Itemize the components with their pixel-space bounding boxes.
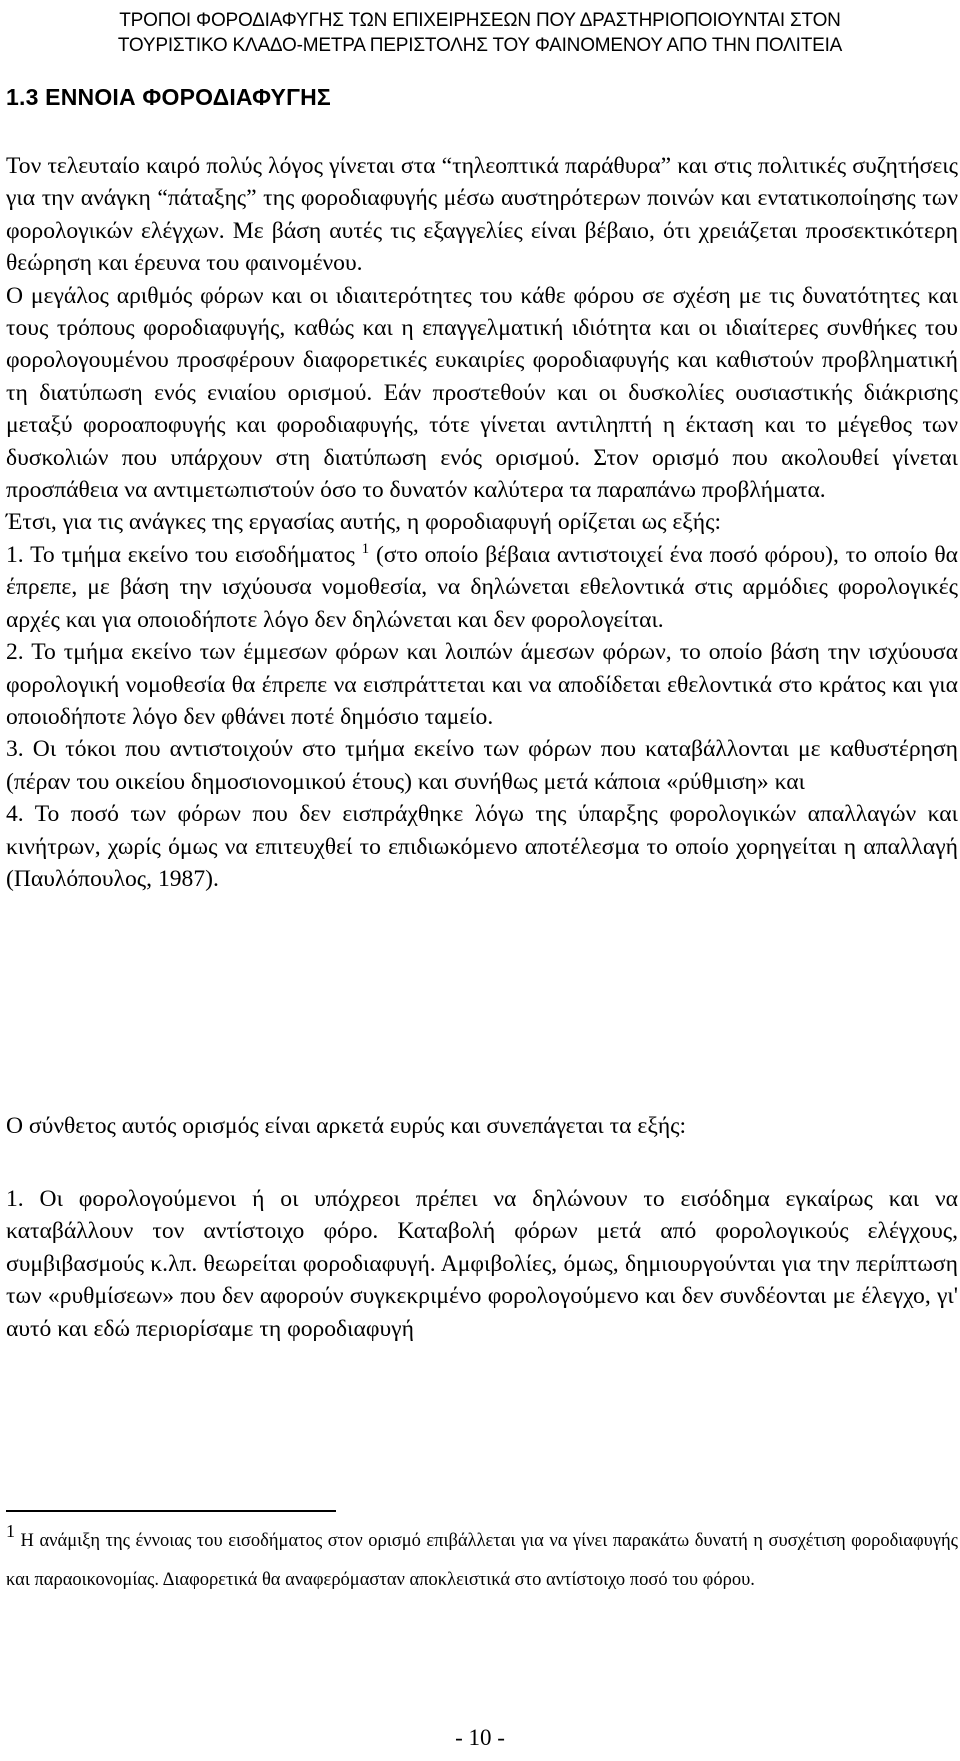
footnotes (6, 1522, 958, 1600)
definition-item-1-end: (στο οποίο βέβαια αντιστοιχεί ένα ποσό φόρου), το οποίο θα έπρεπε, με βάση την ισχύουσα νομοθεσία, να δηλώνεται εθελοντικά στις αρμόδιες φορολογικές αρχές και για οποιοδήποτε λόγο δεν δηλώνεται και δεν φορολογείται. (6, 541, 958, 633)
definition-item-1 (6, 539, 958, 636)
page-number: - 10 - (455, 1725, 505, 1750)
section-heading: 1.3 ΕΝΝΟΙΑ ΦΟΡΟΔΙΑΦΥΓΗΣ (6, 84, 331, 110)
consequences-lead (6, 1110, 958, 1142)
footnote-1 (6, 1522, 958, 1600)
definition-item-2: 2. Το τμήμα εκείνο των έμμεσων φόρων και λοιπών άμεσων φόρων, το οποίο βάση την ισχύουσα φορολογική νομοθεσία θα έπρεπε να εισπράττεται και να αποδίδεται εθελοντικά στο κράτος και για οποιοδήποτε λόγο δεν φθάνει ποτέ δημόσιο ταμείο. (6, 639, 958, 730)
running-header-line-2: ΤΟΥΡΙΣΤΙΚΟ ΚΛΑΔΟ-ΜΕΤΡΑ ΠΕΡΙΣΤΟΛΗΣ ΤΟΥ ΦΑΙΝΟΜΕΝΟΥ ΑΠΟ ΤΗΝ ΠΟΛΙΤΕΙΑ (117, 35, 843, 56)
intro-paragraph: Τον τελευταίο καιρό πολύς λόγος γίνεται στα “τηλεοπτικά παράθυρα” και στις πολιτικές συζητήσεις για την ανάγκη “πάταξης” της φοροδιαφυγής μέσω αυστηρότερων ποινών και εντατικοποίησης των φορολογικών ελέγχων. Με βάση αυτές τις εξαγγελίες είναι βέβαιο, ότι χρειάζεται προσεκτικότερη θεώρηση και έρευνα του φαινομένου. (6, 153, 958, 277)
definition-item-3: 3. Οι τόκοι που αντιστοιχούν στο τμήμα εκείνο των φόρων που καταβάλλονται με καθυστέρηση (πέραν του οικείου δημοσιονομικού έτους) και συνήθως μετά κάποια «ρύθμιση» και (6, 736, 958, 795)
footnote-reference: 1 (361, 540, 370, 557)
running-header-line-1: ΤΡΟΠΟΙ ΦΟΡΟΔΙΑΦΥΓΗΣ ΤΩΝ ΕΠΙΧΕΙΡΗΣΕΩΝ ΠΟΥ ΔΡΑΣΤΗΡΙΟΠΟΙΟΥΝΤΑΙ ΣΤΟΝ (119, 10, 841, 31)
body-text (6, 150, 958, 895)
footnote-text: Η ανάμιξη της έννοιας του εισοδήματος στον ορισμό επιβάλλεται για να γίνει παρακάτω δυνατή η συσχέτιση φοροδιαφυγής και παραοικονομίας. Διαφορετικά θα αναφερόμασταν αποκλειστικά στο αντίστοιχο ποσό του φόρου. (6, 1531, 958, 1590)
definition-lead-paragraph: Έτσι, για τις ανάγκες της εργασίας αυτής, η φοροδιαφυγή ορίζεται ως εξής: (6, 509, 722, 536)
difficulty-paragraph: Ο μεγάλος αριθμός φόρων και οι ιδιαιτερότητες του κάθε φόρου σε σχέση με τις δυνατότητες και τους τρόπους φοροδιαφυγής, καθώς και η επαγγελματική ιδιότητα και οι ιδιαίτερες συνθήκες του φορολογουμένου προσφέρουν διαφορετικές ευκαιρίες φοροδιαφυγής και καθιστούν προβληματική τη διατύπωση ενός ενιαίου ορισμού. Εάν προστεθούν και οι δυσκολίες ουσιαστικής διάκρισης μεταξύ φοροαποφυγής και φοροδιαφυγής, τότε γίνεται αντιληπτή η έκταση και το μέγεθος των δυσκολιών που υπάρχουν στη διατύπωση ενός ορισμού. Στον ορισμό που ακολουθεί γίνεται προσπάθεια να αντιμετωπιστούν όσο το δυνατόν καλύτερα τα παραπάνω προβλήματα. (6, 282, 958, 504)
running-header (20, 8, 940, 58)
definition-item-4: 4. Το ποσό των φόρων που δεν εισπράχθηκε λόγω της ύπαρξης φορολογικών απαλλαγών και κινήτρων, χωρίς όμως να επιτευχθεί το επιδιωκόμενο αποτέλεσμα το οποίο χορηγείται η απαλλαγή (Παυλόπουλος, 1987). (6, 801, 958, 892)
consequences-lead-paragraph: Ο σύνθετος αυτός ορισμός είναι αρκετά ευρύς και συνεπάγεται τα εξής: (6, 1113, 687, 1139)
consequence-item-1: 1. Οι φορολογούμενοι ή οι υπόχρεοι πρέπει να δηλώνουν το εισόδημα εγκαίρως και να καταβάλλουν τον αντίστοιχο φόρο. Καταβολή φόρων μετά από φορολογικούς ελέγχους, συμβιβασμούς κ.λπ. θεωρείται φοροδιαφυγή. Αμφιβολίες, όμως, δημιουργούνται για την περίπτωση των «ρυθμίσεων» που δεν αφορούν συγκεκριμένο φορολογούμενο και δεν συνδέονται με έλεγχο, γι' αυτό και εδώ περιορίσαμε τη φοροδιαφυγή (6, 1186, 958, 1342)
definition-item-1-start: 1. Το τμήμα εκείνο του εισοδήματος (6, 541, 362, 568)
consequences-body (6, 1183, 958, 1345)
footnote-number: 1 (6, 1521, 15, 1541)
footnote-separator (6, 1510, 336, 1512)
